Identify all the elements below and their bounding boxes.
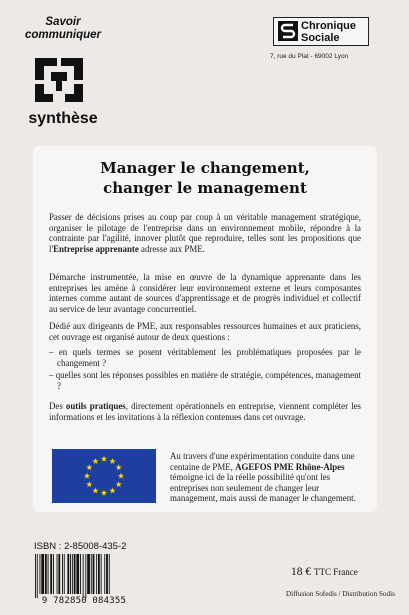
- isbn: ISBN : 2-85008-435-2: [34, 541, 127, 552]
- publisher-logo-icon: [278, 21, 298, 41]
- blurb-p4-lead: Des: [49, 401, 66, 411]
- blurb-p1-text: Passer de décisions prises au coup par coup à un véritable management stratégique, organiser le pilotage de l'entreprise dans un environnement mobile, répondre à la contrainte par l'agilité, innover plutôt que reproduire, telles sont les propositions que l': [49, 212, 361, 254]
- series-title-line1: Savoir: [45, 16, 81, 28]
- blurb-paragraph-4: [49, 401, 361, 422]
- eu-text-lead: Au travers d'une expérimentation conduite dans une centaine de PME,: [170, 451, 355, 472]
- blurb-p1-strong: Entreprise apprenante: [53, 243, 139, 254]
- blurb-bullet-1: – en quels termes se posent véritablement les problématiques proposées par le changement ?: [49, 347, 361, 368]
- distribution-info: Diffusion Sofedis / Distribution Sodis: [286, 590, 395, 598]
- book-title: [33, 158, 377, 198]
- publisher-box: [273, 17, 369, 46]
- eu-text-strong: AGEFOS PME Rhône-Alpes: [235, 461, 345, 472]
- book-title-line1: Manager le changement,: [100, 159, 310, 177]
- series-title: [24, 16, 102, 42]
- blurb-p4-tail: , directement opérationnels en entreprise, viennent compléter les informations et les invitations à la réflexion contenues dans cet ouvrage.: [49, 401, 361, 422]
- blurb-bullet-2: – quelles sont les réponses possibles en matière de stratégie, compétences, management ?: [49, 370, 361, 391]
- series-title-line2: communiquer: [24, 29, 102, 41]
- publisher-name-line1: Chronique: [301, 20, 356, 32]
- series-logo-icon: [31, 56, 87, 104]
- publisher-name-line2: Sociale: [301, 32, 340, 44]
- barcode-digits: 9 782850 084355: [41, 596, 127, 606]
- eu-flag-icon: [52, 449, 156, 503]
- blurb-paragraph-3: Dédié aux dirigeants de PME, aux responsables ressources humaines et aux praticiens, cet ouvrage est organisé autour de deux questions :: [49, 321, 361, 342]
- price-suffix: TTC France: [314, 567, 358, 577]
- price: [291, 566, 358, 578]
- publisher-name: [301, 20, 367, 44]
- publisher-address: 7, rue du Plat - 69002 Lyon: [270, 53, 349, 60]
- eu-text-tail: témoigne ici de la réelle possibilité qu'ont les entreprises non seulement de changer leur management, mais aussi de manager le changement.: [170, 472, 356, 504]
- blurb-p4-strong: outils pratiques: [65, 401, 126, 411]
- barcode-icon: [33, 554, 136, 598]
- blurb-paragraph-1: [49, 212, 361, 254]
- eu-funding-text: [170, 451, 360, 504]
- price-main: 18 €: [291, 566, 314, 578]
- blurb-p1-tail: adresse aux PME.: [138, 243, 205, 254]
- series-label: synthèse: [28, 110, 98, 127]
- book-title-line2: changer le management: [103, 179, 307, 197]
- blurb-paragraph-2: Démarche instrumentée, la mise en œuvre de la dynamique apprenante dans les entreprises les amène à considérer leur environnement externe et leurs composantes internes comme autant de sources d'apprentissage et de progrès individuel et collectif au service de leur avantage concurrentiel.: [49, 272, 361, 314]
